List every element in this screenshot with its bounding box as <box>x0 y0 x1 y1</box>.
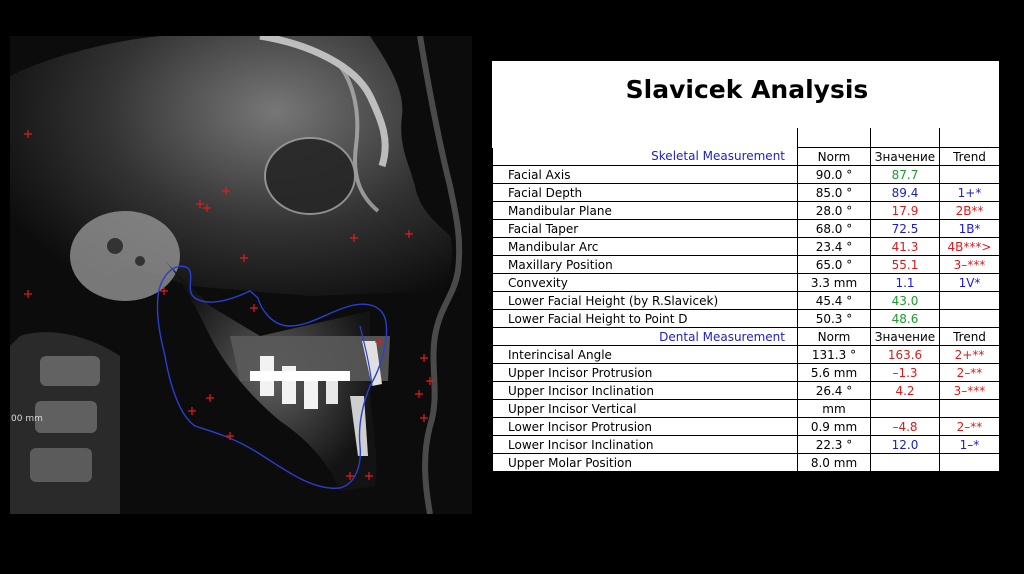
measurement-name: Convexity <box>493 274 798 292</box>
measurement-name: Facial Taper <box>493 220 798 238</box>
column-header-norm: Norm <box>798 328 871 346</box>
norm-value: 85.0 ° <box>798 184 871 202</box>
measurement-name: Upper Incisor Vertical <box>493 400 798 418</box>
measured-value: 72.5 <box>871 220 940 238</box>
measurement-name: Maxillary Position <box>493 256 798 274</box>
norm-value: 68.0 ° <box>798 220 871 238</box>
table-row <box>493 256 1000 274</box>
measurement-name: Mandibular Arc <box>493 238 798 256</box>
trend-value: 2B** <box>940 202 1000 220</box>
norm-value: 8.0 mm <box>798 454 871 472</box>
trend-value <box>940 310 1000 328</box>
table-row <box>493 238 1000 256</box>
measurement-name: Lower Incisor Protrusion <box>493 418 798 436</box>
trend-value <box>940 454 1000 472</box>
section-header-row <box>493 328 1000 346</box>
table-spacer-row <box>493 128 1000 148</box>
table-row <box>493 382 1000 400</box>
table-row <box>493 166 1000 184</box>
norm-value: 5.6 mm <box>798 364 871 382</box>
table-row <box>493 436 1000 454</box>
norm-value: 3.3 mm <box>798 274 871 292</box>
measured-value: 17.9 <box>871 202 940 220</box>
norm-value: 90.0 ° <box>798 166 871 184</box>
trend-value: 1+* <box>940 184 1000 202</box>
norm-value: 22.3 ° <box>798 436 871 454</box>
slavicek-analysis-panel <box>492 61 999 472</box>
table-row <box>493 418 1000 436</box>
table-row <box>493 292 1000 310</box>
trend-value <box>940 400 1000 418</box>
table-row <box>493 400 1000 418</box>
measured-value: 163.6 <box>871 346 940 364</box>
norm-value: 45.4 ° <box>798 292 871 310</box>
measured-value: –1.3 <box>871 364 940 382</box>
section-label: Skeletal Measurement <box>493 148 798 166</box>
measured-value: 55.1 <box>871 256 940 274</box>
measurement-name: Lower Facial Height to Point D <box>493 310 798 328</box>
measurement-name: Upper Incisor Inclination <box>493 382 798 400</box>
table-row <box>493 184 1000 202</box>
measurement-name: Facial Depth <box>493 184 798 202</box>
measurement-name: Lower Incisor Inclination <box>493 436 798 454</box>
measurement-name: Facial Axis <box>493 166 798 184</box>
column-header-trend: Trend <box>940 328 1000 346</box>
trend-value: 1V* <box>940 274 1000 292</box>
norm-value: 131.3 ° <box>798 346 871 364</box>
xray-drawing <box>10 36 472 514</box>
column-header-value: Значение <box>871 328 940 346</box>
table-row <box>493 346 1000 364</box>
trend-value <box>940 166 1000 184</box>
trend-value: 1B* <box>940 220 1000 238</box>
measured-value: 87.7 <box>871 166 940 184</box>
measured-value: 1.1 <box>871 274 940 292</box>
panel-title: Slavicek Analysis <box>625 75 869 104</box>
measured-value <box>871 400 940 418</box>
norm-value: mm <box>798 400 871 418</box>
column-header-norm: Norm <box>798 148 871 166</box>
norm-value: 28.0 ° <box>798 202 871 220</box>
measured-value: 43.0 <box>871 292 940 310</box>
measurement-name: Mandibular Plane <box>493 202 798 220</box>
norm-value: 65.0 ° <box>798 256 871 274</box>
measurement-name: Upper Incisor Protrusion <box>493 364 798 382</box>
table-row <box>493 364 1000 382</box>
norm-value: 0.9 mm <box>798 418 871 436</box>
measurement-name: Upper Molar Position <box>493 454 798 472</box>
trend-value: 2–** <box>940 418 1000 436</box>
cephalometric-xray-image <box>10 36 472 514</box>
section-header-row <box>493 148 1000 166</box>
table-row <box>493 274 1000 292</box>
trend-value <box>940 292 1000 310</box>
measured-value: 41.3 <box>871 238 940 256</box>
table-row <box>493 454 1000 472</box>
measured-value <box>871 454 940 472</box>
measured-value: 4.2 <box>871 382 940 400</box>
measured-value: 12.0 <box>871 436 940 454</box>
trend-value: 4B***> <box>940 238 1000 256</box>
trend-value: 1–* <box>940 436 1000 454</box>
column-header-trend: Trend <box>940 148 1000 166</box>
trend-value: 2–** <box>940 364 1000 382</box>
measurement-table <box>492 128 1000 472</box>
measurement-name: Interincisal Angle <box>493 346 798 364</box>
trend-value: 3–*** <box>940 382 1000 400</box>
norm-value: 23.4 ° <box>798 238 871 256</box>
table-row <box>493 220 1000 238</box>
scale-label: 00 mm <box>11 414 43 424</box>
measured-value: 48.6 <box>871 310 940 328</box>
measured-value: –4.8 <box>871 418 940 436</box>
column-header-value: Значение <box>871 148 940 166</box>
table-row <box>493 202 1000 220</box>
section-label: Dental Measurement <box>493 328 798 346</box>
trend-value: 3–*** <box>940 256 1000 274</box>
norm-value: 26.4 ° <box>798 382 871 400</box>
trend-value: 2+** <box>940 346 1000 364</box>
norm-value: 50.3 ° <box>798 310 871 328</box>
measurement-name: Lower Facial Height (by R.Slavicek) <box>493 292 798 310</box>
measured-value: 89.4 <box>871 184 940 202</box>
table-row <box>493 310 1000 328</box>
